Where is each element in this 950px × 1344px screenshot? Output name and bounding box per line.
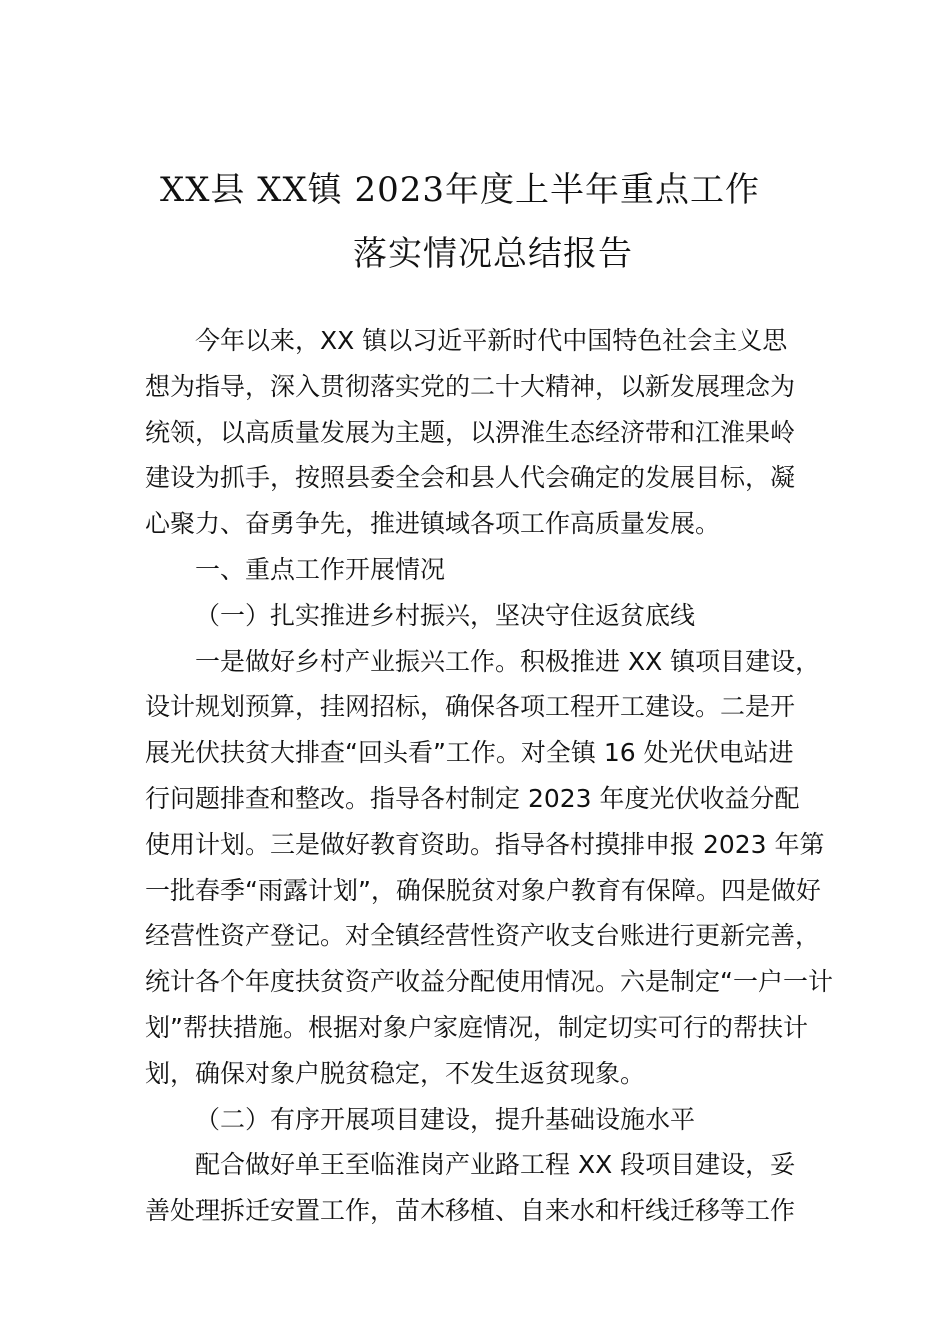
subsection-heading: （二）有序开展项目建设，提升基础设施水平: [195, 1104, 696, 1134]
body-line: 想为指导，深入贯彻落实党的二十大精神，以新发展理念为: [145, 371, 796, 401]
section-heading: 一、重点工作开展情况: [195, 554, 446, 584]
body-line: 今年以来，XX 镇以习近平新时代中国特色社会主义思: [195, 326, 788, 355]
body-line: 心聚力、奋勇争先，推进镇域各项工作高质量发展。: [145, 509, 721, 539]
body-line: 设计规划预算，挂网招标，确保各项工程开工建设。二是开: [145, 692, 796, 722]
document-title-line-2: 落实情况总结报告: [353, 234, 633, 274]
body-line: 一是做好乡村产业振兴工作。积极推进 XX 镇项目建设，: [195, 646, 821, 676]
subsection-heading: （一）扎实推进乡村振兴，坚决守住返贫底线: [195, 600, 696, 630]
document-title-line-1: XX县 XX镇 2023年度上半年重点工作: [160, 170, 760, 210]
body-line: 展光伏扶贫大排查“回头看”工作。对全镇 16 处光伏电站进: [145, 738, 794, 768]
body-line: 行问题排查和整改。指导各村制定 2023 年度光伏收益分配: [145, 783, 800, 813]
body-line: 统领，以高质量发展为主题，以淠淮生态经济带和江淮果岭: [145, 417, 796, 447]
body-line: 配合做好单王至临淮岗产业路工程 XX 段项目建设，妥: [195, 1150, 796, 1180]
document-body: [145, 318, 835, 1234]
body-line: 一批春季“雨露计划”，确保脱贫对象户教育有保障。四是做好: [145, 875, 821, 905]
body-line: 使用计划。三是做好教育资助。指导各村摸排申报 2023 年第: [145, 829, 825, 859]
body-line: 经营性资产登记。对全镇经营性资产收支台账进行更新完善，: [145, 921, 821, 951]
body-line: 划，确保对象户脱贫稳定，不发生返贫现象。: [145, 1058, 646, 1088]
body-line: 善处理拆迁安置工作，苗木移植、自来水和杆线迁移等工作: [145, 1196, 796, 1226]
body-line: 划”帮扶措施。根据对象户家庭情况，制定切实可行的帮扶计: [145, 1012, 808, 1042]
body-line: 统计各个年度扶贫资产收益分配使用情况。六是制定“一户一计: [145, 967, 833, 997]
body-line: 建设为抓手，按照县委全会和县人代会确定的发展目标，凝: [145, 463, 796, 493]
